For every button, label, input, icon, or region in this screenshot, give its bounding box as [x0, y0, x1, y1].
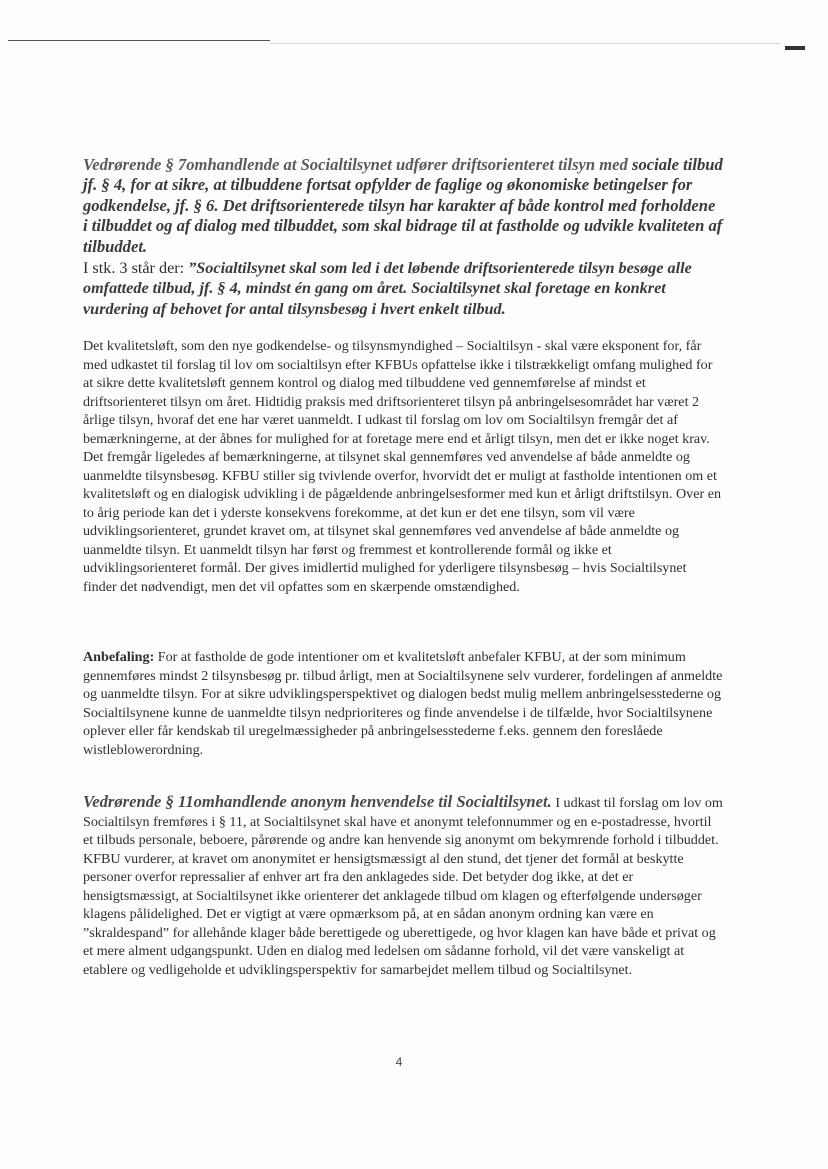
- scan-artifact-mark: [785, 46, 805, 50]
- section1-heading: [83, 155, 723, 257]
- section1-heading-rest: sociale tilbud jf. § 4, for at sikre, at tilbuddene fortsat opfylder de faglige og økonomiske betingelser for godkendelse, jf. § 6. Det driftsorienterede tilsyn har karakter af både kontrol med forholdene i tilbuddet og af dialog med tilbuddet, som skal bidrage til at fastholde og udvikle kvaliteten af tilbuddet.: [83, 155, 723, 256]
- section2-intro: I udkast til forslag om lov om Socialtilsyn fremføres i § 11, at Socialtilsynet skal have et anonymt telefonnummer og en e-postadresse, hvortil et tilbuds personale, beboere, pårørende og andre kan henvende sig anonymt om bekymrende forhold i tilbuddet.: [83, 795, 723, 848]
- scan-artifact-line: [8, 40, 270, 41]
- recommendation-label: Anbefaling:: [83, 649, 155, 665]
- stk-prefix: I stk. 3 står der:: [83, 259, 185, 277]
- section1-stk-quote: [83, 258, 723, 319]
- section2-heading: Vedrørende § 11omhandlende anonym henvendelse til Socialtilsynet.: [83, 792, 552, 811]
- section2-block: [83, 793, 723, 979]
- scan-artifact-line: [270, 43, 780, 44]
- page-number: 4: [395, 1055, 403, 1069]
- stk-quote-text: ”Socialtilsynet skal som led i det løbende driftsorienterede tilsyn besøge alle omfattede tilbud, jf. § 4, mindst én gang om året. Socialtilsynet skal foretage en konkret vurdering af behovet for antal tilsynsbesøg i hvert enkelt tilbud.: [83, 259, 692, 318]
- recommendation-paragraph: [83, 648, 723, 759]
- section1-heading-lead: Vedrørende § 7omhandlende at Socialtilsynet udfører driftsorienteret tilsyn med: [83, 155, 628, 174]
- section2-paragraph: KFBU vurderer, at kravet om anonymitet er hensigtsmæssigt al den stund, det tjener det formål at beskytte personer overfor repressalier af enhver art fra den anklagedes side. Det betyder dog ikke, at det er hensigtsmæssigt, at Socialtilsynet ikke orienterer det anklagede tilbud om klagen og efterfølgende undersøger klagens pålidelighed. Det er vigtigt at være opmærksom på, at en sådan anonym ordning kan være en ”skraldespand” for allehånde klager både berettigede og uberettigede, og hvor klagen kan have både et privat og et mere alment udgangspunkt. Uden en dialog med ledelsen om sådanne forhold, vil det være vanskeligt at etablere og vedligeholde et udviklingsperspektiv for samarbejdet mellem tilbud og Socialtilsynet.: [83, 850, 716, 978]
- recommendation-text: For at fastholde de gode intentioner om et kvalitetsløft anbefaler KFBU, at der som minimum gennemføres mindst 2 tilsynsbesøg pr. tilbud årligt, men at Socialtilsynene selv vurderer, fordelingen af anmeldte og uanmeldte tilsyn. For at sikre udviklingsperspektivet og dialogen bedst mulig mellem anbringelsesstederne og Socialtilsynene kunne de uanmeldte tilsyn nedprioriteres og finde anvendelse i de tilfælde, hvor Socialtilsynene oplever eller får kendskab til uregelmæssigheder på anbringelsesstederne f.eks. gennem den foreslåede wistleblowerordning.: [83, 649, 723, 758]
- section1-paragraph: Det kvalitetsløft, som den nye godkendelse- og tilsynsmyndighed – Socialtilsyn - skal være eksponent for, får med udkastet til forslag til lov om socialtilsyn efter KFBUs opfattelse ikke i tilstrækkeligt omfang mulighed for at sikre dette kvalitetsløft gennem kontrol og dialog med tilbuddene ved gennemførelse af mindst et driftsorienteret tilsyn om året. Hidtidig praksis med driftsorienteret tilsyn på anbringelsesområdet har været 2 årlige tilsyn, hvoraf det ene har været uanmeldt. I udkast til forslag om lov om Socialtilsyn fremgår det af bemærkningerne, at der åbnes for mulighed for at foretage mere end et årligt tilsyn, men det er ikke noget krav. Det fremgår ligeledes af bemærkningerne, at tilsynet skal gennemføres ved anvendelse af både anmeldte og uanmeldte tilsynsbesøg. KFBU stiller sig tvivlende overfor, hvorvidt det er muligt at fastholde intentionen om et kvalitetsløft og en dialogisk udvikling i de pågældende anbringelsesformer med kun et årligt driftstilsyn. Over en to årig periode kan det i yderste konsekvens forekomme, at det kun er det ene tilsyn, som vil være udviklingsorienteret, grundet kravet om, at tilsynet skal gennemføres ved anvendelse af både anmeldte og uanmeldte tilsyn. Et uanmeldt tilsyn har først og fremmest et kontrollerende formål og ikke et udviklingsorienteret formål. Der gives imidlertid mulighed for yderligere tilsynsbesøg – hvis Socialtilsynet finder det nødvendigt, men det vil opfattes som en skærpende omstændighed.: [83, 338, 721, 595]
